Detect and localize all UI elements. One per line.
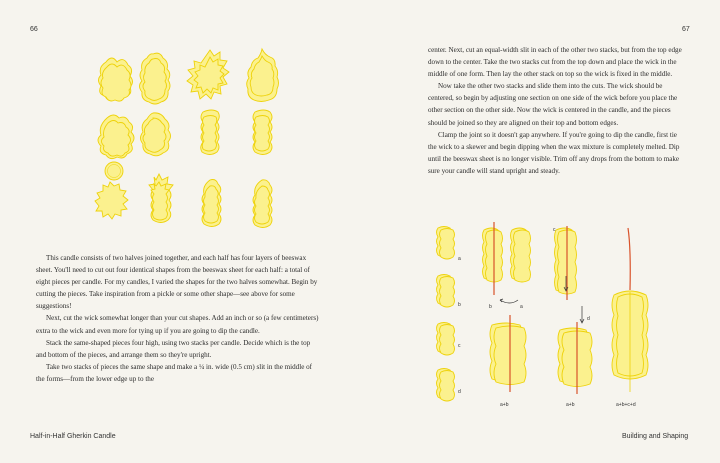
- label-c: c: [458, 343, 461, 349]
- stacked-pieces-column: [437, 227, 462, 402]
- page-number-right: 67: [682, 26, 690, 33]
- paragraph: Clamp the joint so it doesn't gap anywhere. If you're going to dip the candle, first tie the wick to a skewer and begin dipping when the wax mixture is completely melted. Dip until the beeswax sheet is no longer visible. Trim off any drops from the bottom to make sure your candle will stand upright and steady.: [428, 130, 680, 175]
- inserting-stacks-step: [553, 226, 592, 408]
- paragraph: Take two stacks of pieces the same shape and make a ¼ in. wide (0.5 cm) slit in the middle of the forms—from the lower edge up to the: [36, 362, 313, 383]
- page-number-left: 66: [30, 26, 38, 33]
- caption-a-plus-b-2: a+b: [566, 402, 575, 408]
- label-b2: b: [489, 304, 492, 310]
- paragraph: center. Next, cut an equal-width slit in each of the other two stacks, but from the top edge down to the center. Take the two stacks cut from the top down and place the wick in the middle of one form. Then lay the other stack on top so the wick is fixed in the middle.: [428, 46, 682, 79]
- label-c2: c: [553, 227, 556, 233]
- finished-candle: [612, 228, 648, 408]
- label-b: b: [458, 302, 461, 308]
- slit-stacks-step: [483, 222, 531, 310]
- joined-halves-a-b: [490, 315, 526, 408]
- footer-chapter-title: Half-in-Half Gherkin Candle: [30, 433, 116, 440]
- paragraph: Next, cut the wick somewhat longer than your cut shapes. Add an inch or so (a few centimeters) extra to the wick and even more for tying up if you are going to dip the candle.: [36, 314, 319, 335]
- paragraph: Now take the other two stacks and slide them into the cuts. The wick should be centered, so begin by adjusting one section on one side of the wick before you place the other section on the other side. Now the wick is centered in the candle, and the pieces should be joined so they are aligned on their top and bottom edges.: [428, 82, 678, 127]
- label-a: a: [458, 256, 461, 262]
- label-d2: d: [587, 316, 590, 322]
- wick: [628, 228, 630, 290]
- paragraph: Stack the same-shaped pieces four high, using two stacks per candle. Decide which is the top and bottom of the pieces, and arrange them so they're upright.: [36, 338, 311, 359]
- footer-section-title: Building and Shaping: [622, 433, 689, 440]
- caption-a-b-c-d: a+b+c+d: [616, 402, 636, 408]
- label-a2: a: [520, 304, 523, 310]
- label-d: d: [458, 389, 461, 395]
- caption-a-plus-b: a+b: [500, 402, 509, 408]
- paragraph: This candle consists of two halves joined together, and each half has four layers of beeswax sheet. You'll need to cut out four identical shapes from the beeswax sheet for each half: a total of eight pieces per candle. For my candles, I varied the shapes for the two halves somewhat. Begin by cutting the pieces. Take inspiration from a pickle or some other shape—see above for some suggestions!: [36, 254, 318, 311]
